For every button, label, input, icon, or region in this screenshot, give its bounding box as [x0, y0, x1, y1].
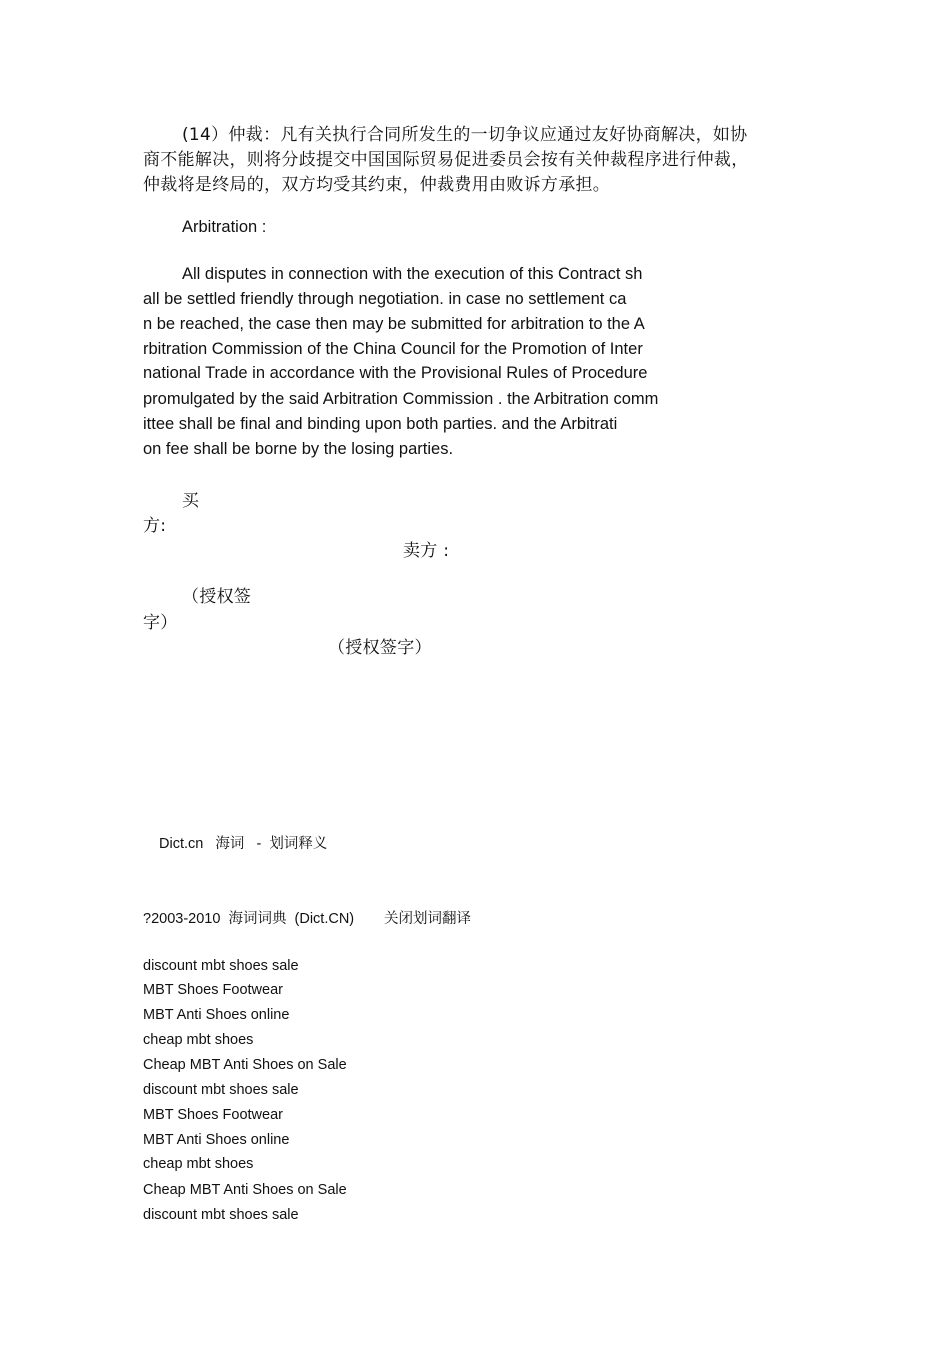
clause-en-line: all be settled friendly through negotiation. in case no settlement ca — [143, 290, 627, 308]
seller-label: 卖方 : — [403, 541, 450, 561]
list-item-link[interactable]: MBT Anti Shoes online — [143, 1132, 290, 1148]
list-item-link[interactable]: MBT Shoes Footwear — [143, 1107, 283, 1123]
list-item-link[interactable]: discount mbt shoes sale — [143, 958, 299, 974]
list-item-link[interactable]: Cheap MBT Anti Shoes on Sale — [143, 1182, 347, 1198]
clause-zh-line: (14）仲裁：凡有关执行合同所发生的一切争议应通过友好协商解决，如协 — [182, 125, 748, 145]
dict-title: Dict.cn 海词 - 划词释义 — [159, 836, 328, 852]
clause-en-line: on fee shall be borne by the losing parties. — [143, 440, 454, 458]
list-item-link[interactable]: discount mbt shoes sale — [143, 1207, 299, 1223]
clause-en-line: rbitration Commission of the China Council for the Promotion of Inter — [143, 340, 643, 358]
buyer-label: 买 — [182, 491, 200, 511]
buyer-label-cont: 方: — [143, 516, 167, 536]
close-translation-link[interactable]: 关闭划词翻译 — [384, 911, 471, 927]
buyer-signature: （授权签 — [182, 587, 252, 607]
seller-signature: （授权签字） — [328, 638, 432, 658]
clause-zh-line: 仲裁将是终局的，双方均受其约束，仲裁费用由败诉方承担。 — [143, 175, 611, 195]
clause-zh-line: 商不能解决，则将分歧提交中国国际贸易促进委员会按有关仲裁程序进行仲裁， — [143, 150, 749, 170]
buyer-signature-cont: 字） — [143, 613, 178, 633]
clause-en-heading: Arbitration : — [182, 218, 267, 236]
list-item-link[interactable]: MBT Shoes Footwear — [143, 982, 283, 998]
clause-en-line: ittee shall be final and binding upon both parties. and the Arbitrati — [143, 415, 618, 433]
clause-en-line: n be reached, the case then may be submitted for arbitration to the A — [143, 315, 645, 333]
clause-en-line: national Trade in accordance with the Provisional Rules of Procedure — [143, 364, 648, 382]
list-item-link[interactable]: cheap mbt shoes — [143, 1032, 254, 1048]
clause-en-line: promulgated by the said Arbitration Commission . the Arbitration comm — [143, 390, 659, 408]
list-item-link[interactable]: MBT Anti Shoes online — [143, 1007, 290, 1023]
list-item-link[interactable]: cheap mbt shoes — [143, 1156, 254, 1172]
list-item-link[interactable]: Cheap MBT Anti Shoes on Sale — [143, 1057, 347, 1073]
copyright: ?2003-2010 海词词典 (Dict.CN) — [143, 911, 355, 927]
clause-en-line: All disputes in connection with the execution of this Contract sh — [182, 265, 643, 283]
list-item-link[interactable]: discount mbt shoes sale — [143, 1082, 299, 1098]
